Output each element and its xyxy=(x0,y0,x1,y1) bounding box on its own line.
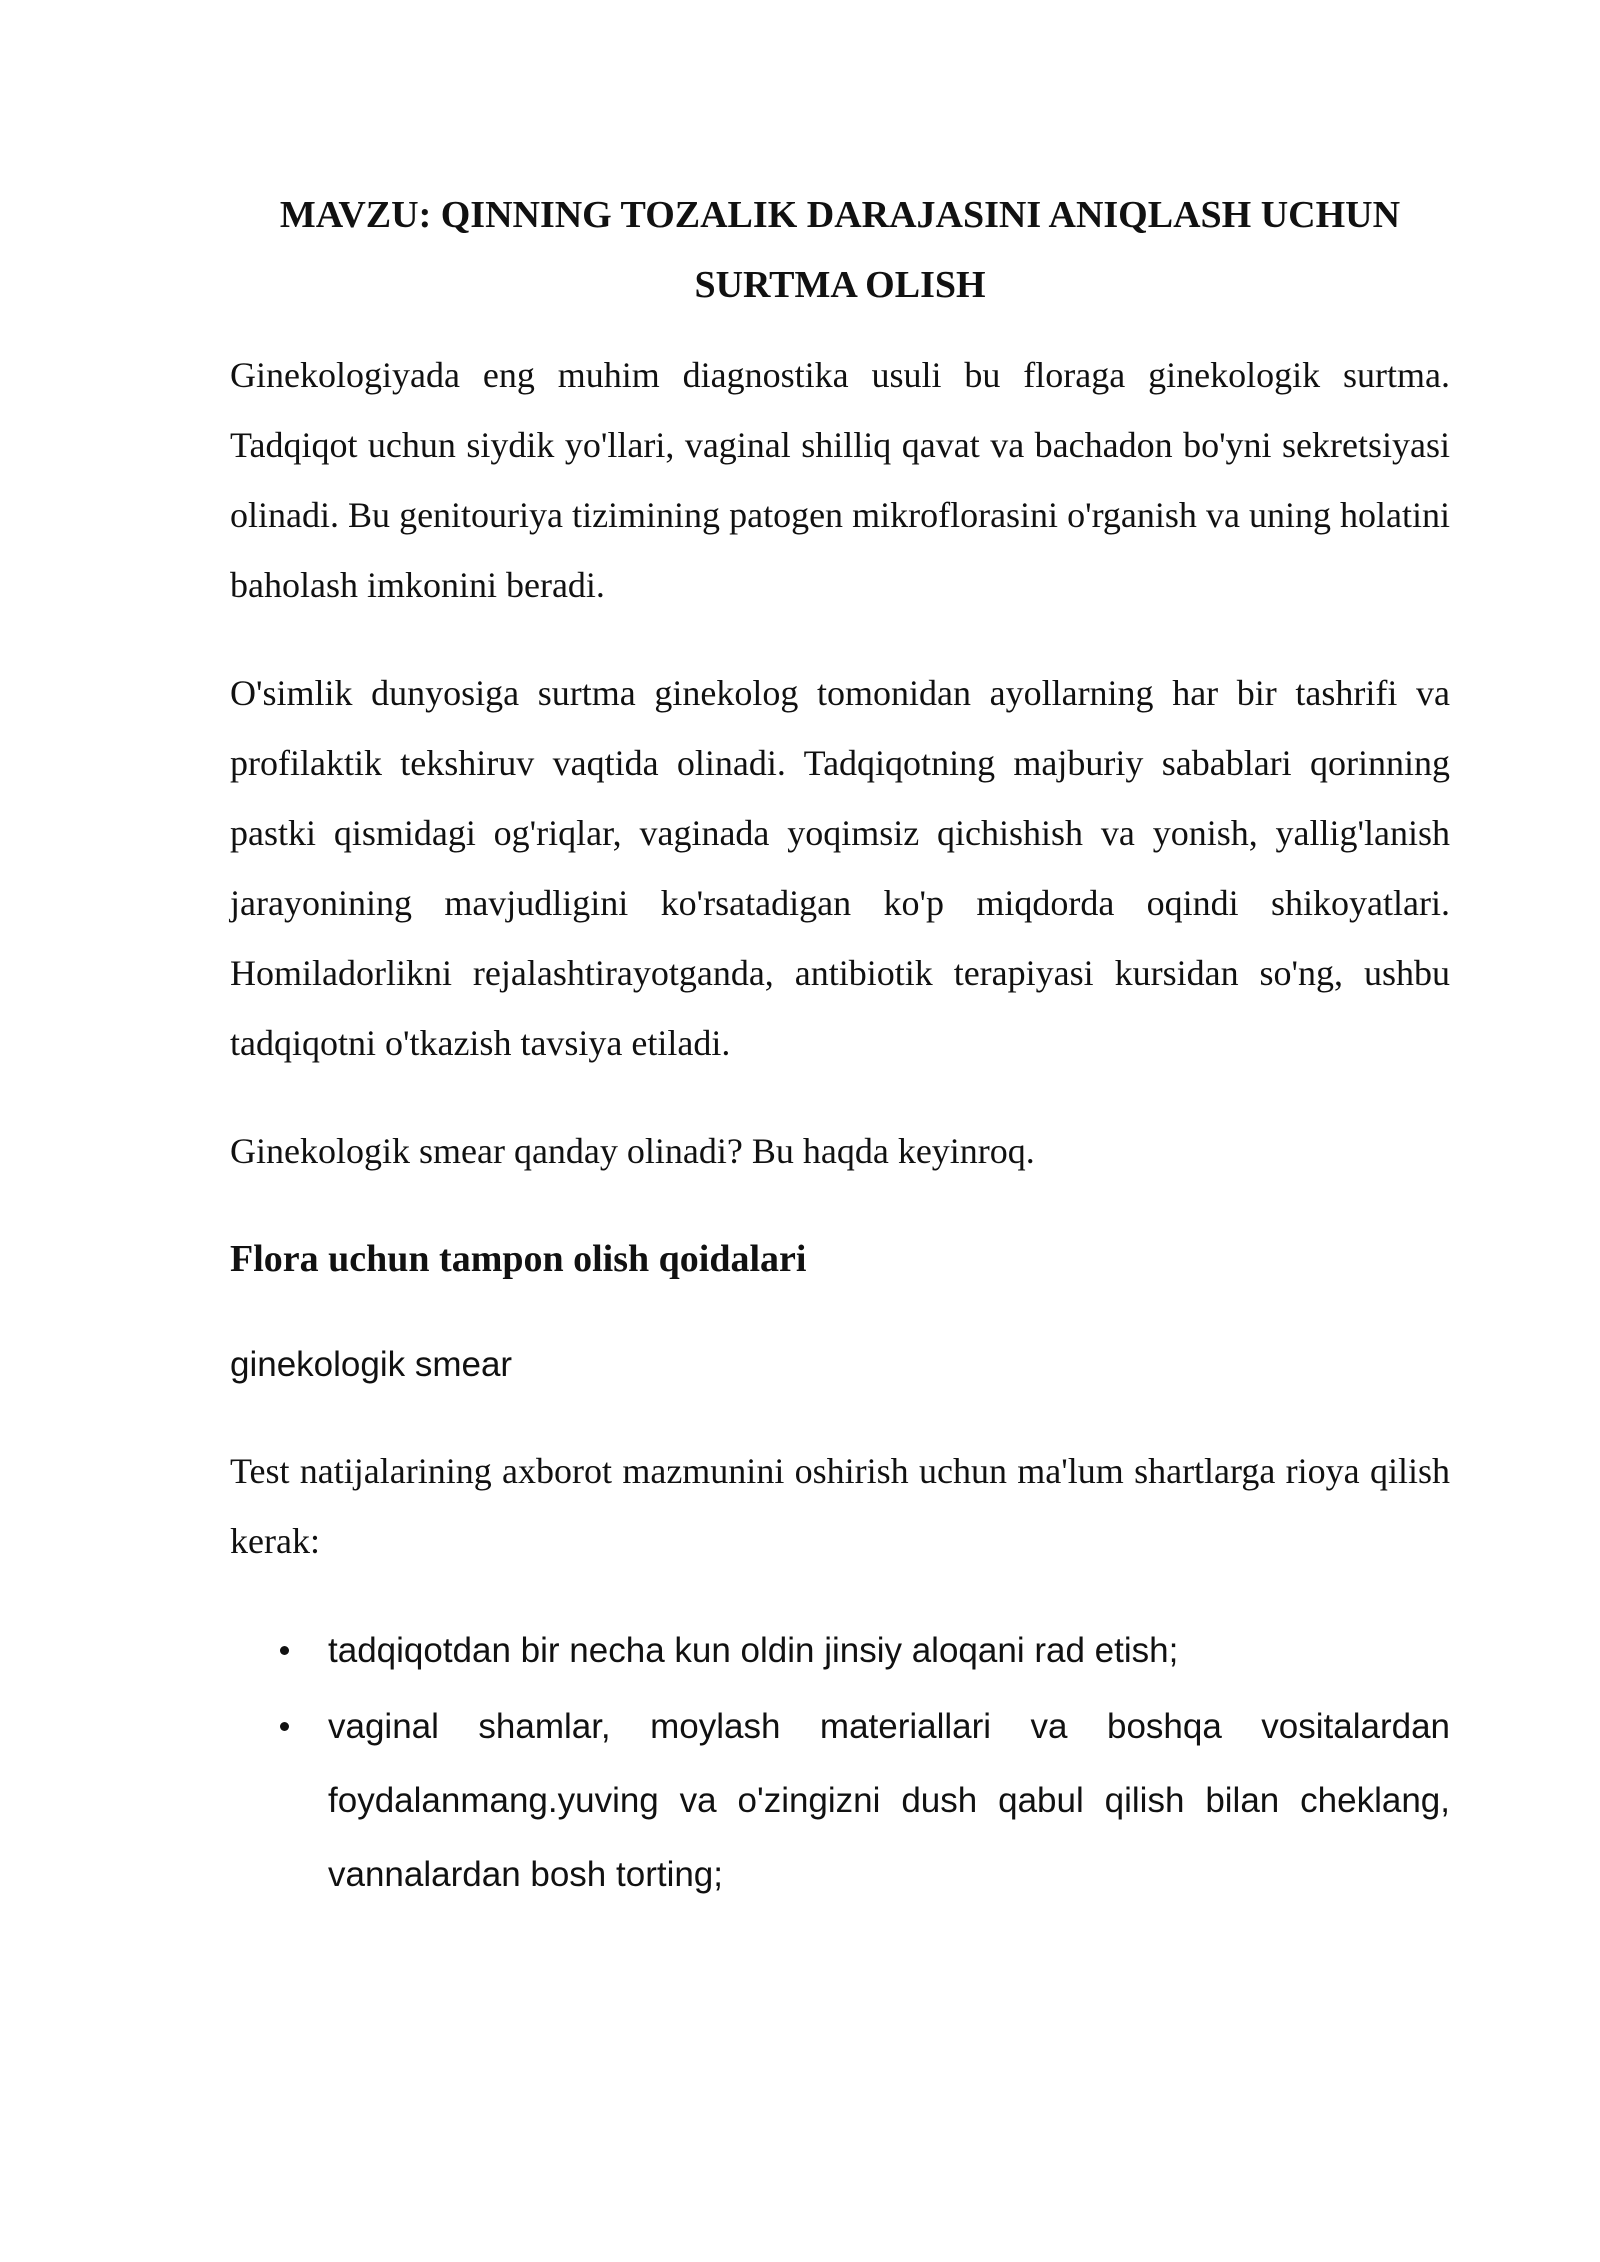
list-item xyxy=(230,1690,1450,1912)
section-heading: Flora uchun tampon olish qoidalari xyxy=(230,1238,807,1280)
bullet-list xyxy=(230,1614,1450,1912)
title-line-1: MAVZU: QINNING TOZALIK DARAJASINI ANIQLASH UCHUN xyxy=(279,194,1401,236)
document-title xyxy=(230,180,1450,320)
document-page xyxy=(230,180,1450,1914)
list-item-text: tadqiqotdan bir necha kun oldin jinsiy aloqani rad etish; xyxy=(328,1631,1179,1670)
list-item-text: vaginal shamlar, moylash materiallari va boshqa vositalardan foydalanmang.yuving va o'zingizni dush qabul qilish bilan cheklang, vannalardan bosh torting; xyxy=(328,1707,1450,1894)
image-caption: ginekologik smear xyxy=(230,1345,513,1384)
list-item xyxy=(230,1614,1450,1688)
title-line-2: SURTMA OLISH xyxy=(694,264,986,306)
paragraph-2: O'simlik dunyosiga surtma ginekolog tomonidan ayollarning har bir tashrifi va profilaktik tekshiruv vaqtida olinadi. Tadqiqotning majburiy sabablari qorinning pastki qismidagi og'riqlar, vaginada yoqimsiz qichishish va yonish, yallig'lanish jarayonining mavjudligini ko'rsatadigan ko'p miqdorda oqindi shikoyatlari. Homiladorlikni rejalashtirayotganda, antibiotik terapiyasi kursidan so'ng, ushbu tadqiqotni o'tkazish tavsiya etiladi. xyxy=(230,673,1450,1063)
bullet-icon xyxy=(280,1646,289,1655)
paragraph-1: Ginekologiyada eng muhim diagnostika usuli bu floraga ginekologik surtma. Tadqiqot uchun siydik yo'llari, vaginal shilliq qavat va bachadon bo'yni sekretsiyasi olinadi. Bu genitouriya tizimining patogen mikroflorasini o'rganish va uning holatini baholash imkonini beradi. xyxy=(230,355,1450,605)
intro-paragraph: Test natijalarining axborot mazmunini oshirish uchun ma'lum shartlarga rioya qilish kerak: xyxy=(230,1451,1450,1561)
paragraph-3: Ginekologik smear qanday olinadi? Bu haqda keyinroq. xyxy=(230,1131,1035,1171)
bullet-icon xyxy=(280,1722,289,1731)
